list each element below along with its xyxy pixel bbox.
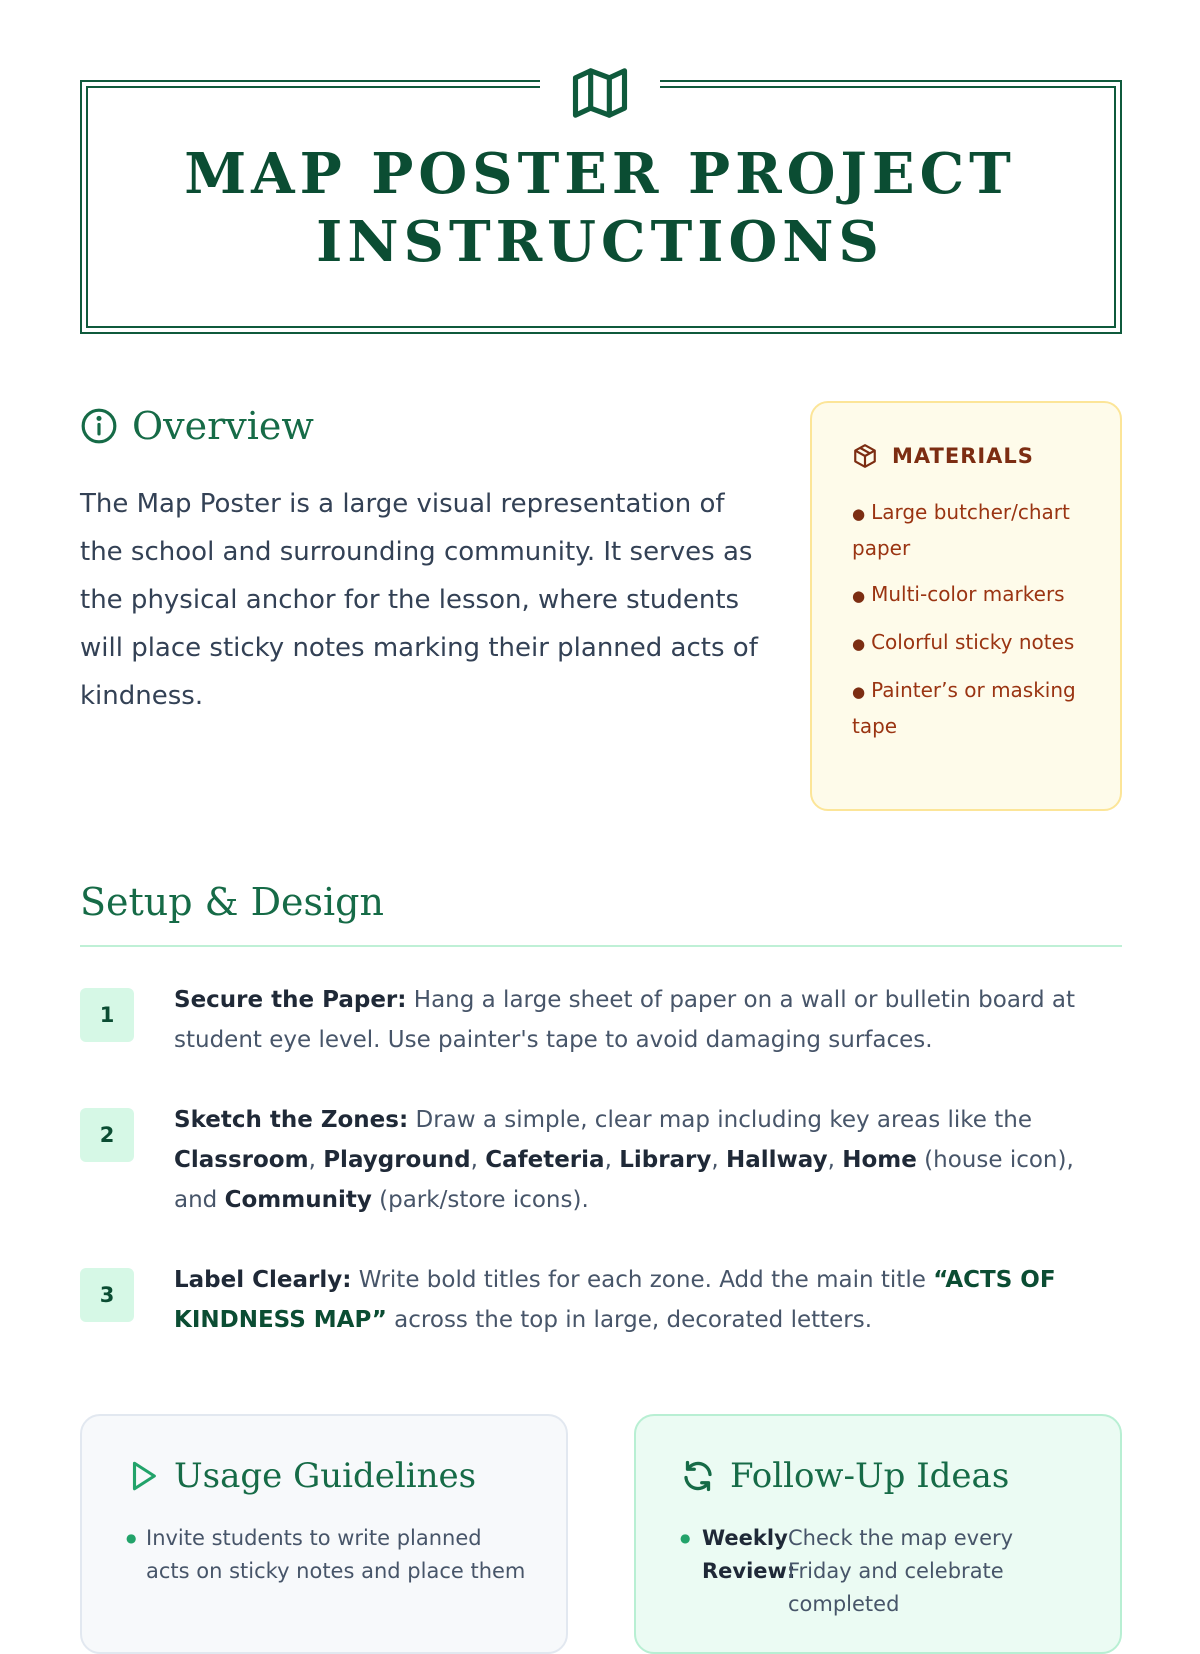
refresh-icon (680, 1458, 716, 1494)
zone-name: Library (619, 1147, 712, 1173)
list-item: ● Multi-color markers (852, 582, 1065, 606)
box-icon (852, 443, 878, 469)
step-number: 2 (80, 1108, 134, 1162)
step-number: 1 (80, 988, 134, 1042)
map-icon (540, 58, 660, 128)
zone-name: Hallway (726, 1147, 828, 1173)
follow-up-title: Follow-Up Ideas (730, 1456, 1010, 1496)
step-text: Label Clearly: Write bold titles for each zone. Add the main title “ACTS OF KINDNESS MAP” across the top in large, decorated letters. (174, 1267, 1056, 1333)
step-text: Secure the Paper: Hang a large sheet of paper on a wall or bulletin board at student eye level. Use painter's tape to avoid damaging surfaces. (174, 987, 1075, 1053)
play-icon (126, 1459, 160, 1493)
setup-heading: Setup & Design (80, 880, 384, 924)
page-title: MAP POSTER PROJECT INSTRUCTIONS (184, 141, 1016, 275)
zone-name: Classroom (174, 1147, 309, 1173)
usage-list (126, 1522, 526, 1588)
list-item: ● Painter’s or masking tape (852, 678, 1076, 738)
zone-name: Playground (323, 1147, 471, 1173)
overview-title: Overview (132, 404, 314, 448)
zone-name: Cafeteria (485, 1147, 605, 1173)
follow-up-card (634, 1414, 1122, 1654)
list-item: ● Weekly Review: Check the map every Friday and celebrate completed (680, 1526, 1014, 1616)
main-title-highlight: “ACTS OF KINDNESS MAP” (174, 1267, 1056, 1333)
step-number: 3 (80, 1268, 134, 1322)
section-divider (80, 945, 1122, 947)
materials-title: MATERIALS (892, 444, 1034, 468)
overview-heading (80, 404, 314, 448)
follow-up-list (680, 1522, 1080, 1621)
list-item: ● Invite students to write planned acts on sticky notes and place them (126, 1526, 526, 1583)
step-text: Sketch the Zones: Draw a simple, clear map including key areas like the Classroom, Playground, Cafeteria, Library, Hallway, Home (house icon), and Community (park/store icons). (174, 1107, 1074, 1213)
list-item: ● Large butcher/chart paper (852, 500, 1070, 560)
usage-title: Usage Guidelines (174, 1456, 477, 1496)
zone-name: Community (224, 1187, 372, 1213)
list-item: ● Colorful sticky notes (852, 630, 1075, 654)
info-icon (80, 407, 118, 445)
overview-text: The Map Poster is a large visual representation of the school and surrounding community. It serves as the physical anchor for the lesson, where students will place sticky notes marking their planned acts of kindness. (80, 489, 758, 711)
materials-card (810, 401, 1122, 811)
usage-guidelines-card (80, 1414, 568, 1654)
materials-list (852, 495, 1094, 743)
zone-name: Home (842, 1147, 917, 1173)
